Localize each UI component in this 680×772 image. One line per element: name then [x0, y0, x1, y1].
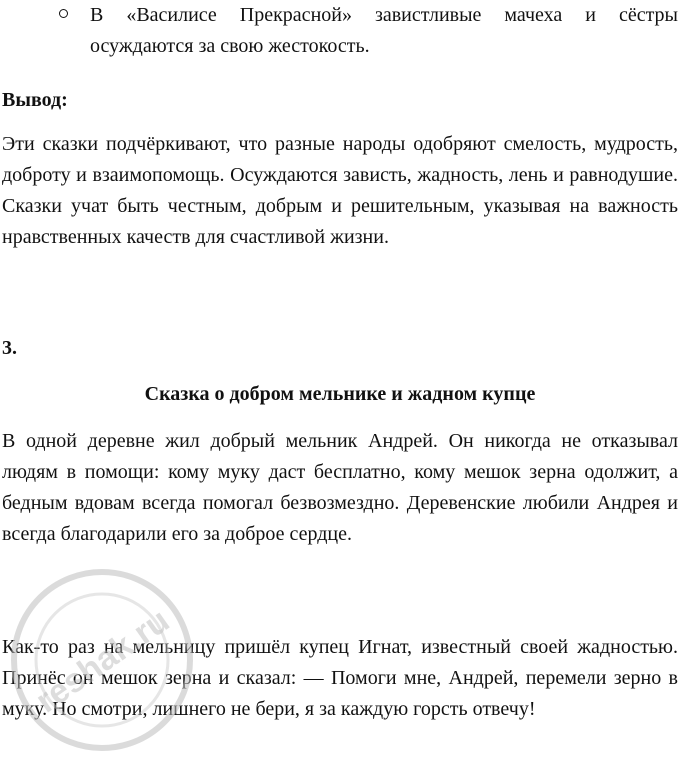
story-paragraph-2: Как-то раз на мельницу пришёл купец Игнат, известный своей жадностью. Принёс он мешок зерна и сказал: — Помоги мне, Андрей, перемели зерно в муку. Но смотри, лишнего не бери, я за каждую горсть отвечу!: [2, 636, 678, 720]
hollow-bullet-icon: [59, 9, 68, 18]
section-number: 3.: [2, 337, 17, 359]
watermark-text: reshak.ru: [28, 601, 177, 721]
conclusion-paragraph: Эти сказки подчёркивают, что разные народы одобряют смелость, мудрость, доброту и взаимопомощь. Осуждаются зависть, жадность, лень и равнодушие. Сказки учат быть честным, добрым и решительным, указывая на важность нравственных качеств для счастливой жизни.: [2, 133, 678, 248]
bullet-list-item: [0, 0, 680, 70]
story-paragraph-1: В одной деревне жил добрый мельник Андрей. Он никогда не отказывал людям в помощи: кому муку даст бесплатно, кому мешок зерна одолжит, а бедным вдовам всегда помогал безвозмездно. Деревенские любили Андрея и всегда благодарили его за доброе сердце.: [2, 430, 678, 545]
bullet-text: В «Василисе Прекрасной» завистливые мачеха и сёстры осуждаются за свою жестокость.: [90, 4, 678, 57]
story-title: Сказка о добром мельнике и жадном купце: [144, 383, 536, 405]
conclusion-heading: Вывод:: [2, 89, 68, 111]
